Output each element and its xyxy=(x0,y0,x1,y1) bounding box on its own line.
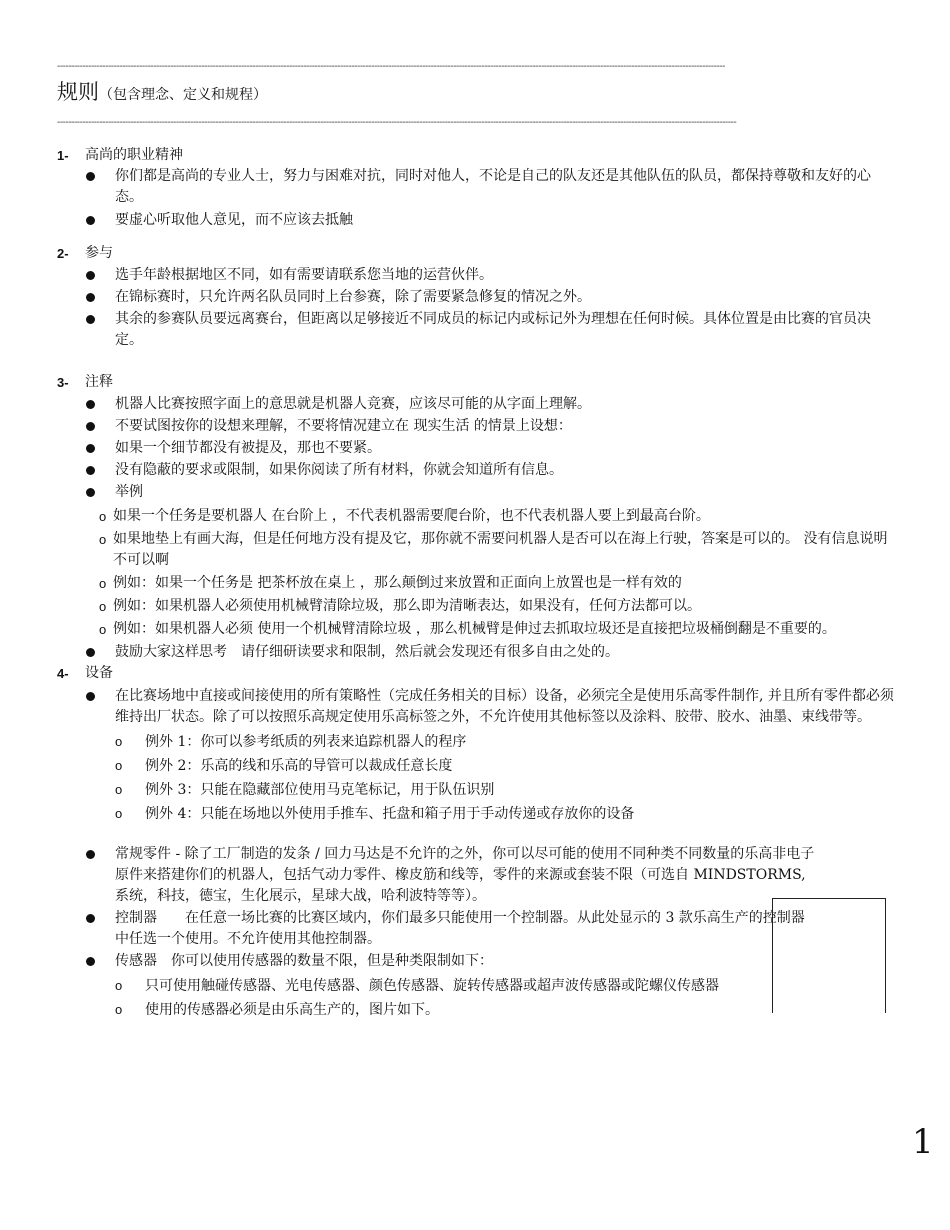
bullet-text: 选手年龄根据地区不同，如有需要请联系您当地的运营伙伴。 xyxy=(115,267,493,283)
bullet-item xyxy=(57,844,815,907)
bullet-text: 如果一个细节都没有被提及，那也不要紧。 xyxy=(115,440,381,456)
circle-bullet-icon: o xyxy=(115,1002,123,1017)
section-1 xyxy=(57,145,897,231)
circle-bullet-icon: o xyxy=(115,782,123,797)
section-header xyxy=(57,145,897,166)
bullet-text: 不要试图按你的设想来理解，不要将情况建立在 现实生活 的情景上设想： xyxy=(115,418,572,434)
exception-item xyxy=(57,778,897,802)
circle-bullet-icon: o xyxy=(99,599,107,614)
circle-bullet-icon: o xyxy=(115,734,123,749)
example-text: 例如：如果一个任务是 把茶杯放在桌上 ，那么颠倒过来放置和正面向上放置也是一样有效的 xyxy=(113,575,682,591)
example-text: 例如：如果机器人必须 使用一个机械臂清除垃圾 ，那么机械臂是伸过去抓取垃圾还是直接把垃圾桶倒翻是不重要的。 xyxy=(113,621,836,637)
example-item xyxy=(57,573,897,594)
bullet-item xyxy=(57,287,897,308)
example-item xyxy=(57,619,897,640)
section-3 xyxy=(57,372,897,663)
example-item xyxy=(57,506,897,527)
title-rule: ------------------------------------------------------------------------------------------------------------------------------------------------------------------------------------------------------------------------------------------------ xyxy=(57,118,737,128)
title-text: 规则 xyxy=(57,80,99,104)
example-text: 如果一个任务是要机器人 在台阶上 ，不代表机器需要爬台阶，也不代表机器人要上到最高台阶。 xyxy=(113,508,710,524)
bullet-item xyxy=(57,416,897,437)
bullet-item xyxy=(57,394,897,415)
top-rule: -------------------------------------------------------------------------------------------------------------------------------------------------------------------------------------------------------------------------------------------- xyxy=(57,62,725,72)
example-text: 例如：如果机器人必须使用机械臂清除垃圾，那么即为清晰表达，如果没有，任何方法都可以。 xyxy=(113,598,701,614)
page-number: 1 xyxy=(912,1122,934,1162)
section-number: 1- xyxy=(57,148,69,163)
bullet-text: 其余的参赛队员要远离赛台，但距离以足够接近不同成员的标记内或标记外为理想在任何时候。具体位置是由比赛的官员决定。 xyxy=(115,311,871,348)
bullet-text: 要虚心听取他人意见，而不应该去抵触 xyxy=(115,212,353,228)
bullet-text: 常规零件 - 除了工厂制造的发条 / 回力马达是不允许的之外，你可以尽可能的使用不同种类不同数量的乐高非电子原件来搭建你们的机器人，包括气动力零件、橡皮筋和线等，零件的来源或套装不限（可选自 MINDSTORMS, 系统，科技，德宝，生化展示，星球大战，哈利波特等等）。 xyxy=(115,846,815,904)
example-item xyxy=(57,529,897,571)
exception-text: 例外 3：只能在隐藏部位使用马克笔标记，用于队伍识别 xyxy=(145,782,495,798)
bullet-item xyxy=(57,908,815,950)
bullet-text: 鼓励大家这样思考 请仔细研读要求和限制，然后就会发现还有很多自由之处的。 xyxy=(115,644,619,660)
exception-item xyxy=(57,802,897,826)
circle-bullet-icon: o xyxy=(115,758,123,773)
section-number: 2- xyxy=(57,246,69,261)
controller-image-frame xyxy=(772,898,886,1013)
circle-bullet-icon: o xyxy=(115,806,123,821)
sensor-rule-text: 只可使用触碰传感器、光电传感器、颜色传感器、旋转传感器或超声波传感器或陀螺仪传感器 xyxy=(145,978,719,994)
section-title: 设备 xyxy=(85,665,113,681)
bullet-item xyxy=(57,265,897,286)
bullet-text: 在锦标赛时，只允许两名队员同时上台参赛，除了需要紧急修复的情况之外。 xyxy=(115,289,591,305)
exception-text: 例外 4：只能在场地以外使用手推车、托盘和箱子用于手动传递或存放你的设备 xyxy=(145,806,635,822)
bullet-item xyxy=(57,686,897,728)
subtitle-text: （包含理念、定义和规程） xyxy=(99,87,267,103)
exception-text: 例外 2：乐高的线和乐高的导管可以裁成任意长度 xyxy=(145,758,453,774)
bullet-item xyxy=(57,460,897,481)
circle-bullet-icon: o xyxy=(99,532,107,547)
example-item xyxy=(57,596,897,617)
bullet-item xyxy=(57,309,897,351)
bullet-item xyxy=(57,438,897,459)
document-title xyxy=(57,76,267,106)
circle-bullet-icon: o xyxy=(99,509,107,524)
bullet-item xyxy=(57,482,897,503)
section-title: 高尚的职业精神 xyxy=(85,147,183,163)
section-2 xyxy=(57,243,897,351)
section-header xyxy=(57,372,897,393)
bullet-item xyxy=(57,951,897,972)
bullet-text: 控制器 在任意一场比赛的比赛区域内，你们最多只能使用一个控制器。从此处显示的 3 款乐高生产的控制器中任选一个使用。不允许使用其他控制器。 xyxy=(115,910,805,947)
sensor-rule-text: 使用的传感器必须是由乐高生产的，图片如下。 xyxy=(145,1002,439,1018)
circle-bullet-icon: o xyxy=(99,576,107,591)
exception-item xyxy=(57,754,897,778)
exception-text: 例外 1：你可以参考纸质的列表来追踪机器人的程序 xyxy=(145,734,467,750)
section-4 xyxy=(57,663,897,1022)
exception-item xyxy=(57,730,897,754)
bullet-text: 你们都是高尚的专业人士，努力与困难对抗，同时对他人，不论是自己的队友还是其他队伍的队员，都保持尊敬和友好的心态。 xyxy=(115,168,871,205)
sensor-rule-item xyxy=(57,974,897,998)
sensor-rule-item xyxy=(57,998,897,1022)
section-title: 注释 xyxy=(85,374,113,390)
bullet-item xyxy=(57,210,897,231)
section-number: 4- xyxy=(57,666,69,681)
section-header xyxy=(57,663,897,684)
bullet-text: 举例 xyxy=(115,484,143,500)
bullet-item xyxy=(57,642,897,663)
circle-bullet-icon: o xyxy=(99,622,107,637)
rules-content xyxy=(57,145,897,1022)
example-text: 如果地垫上有画大海，但是任何地方没有提及它，那你就不需要问机器人是否可以在海上行驶，答案是可以的。 没有信息说明不可以啊 xyxy=(113,531,888,568)
circle-bullet-icon: o xyxy=(115,978,123,993)
section-number: 3- xyxy=(57,375,69,390)
section-header xyxy=(57,243,897,264)
bullet-text: 机器人比赛按照字面上的意思就是机器人竞赛，应该尽可能的从字面上理解。 xyxy=(115,396,591,412)
bullet-text: 在比赛场地中直接或间接使用的所有策略性（完成任务相关的目标）设备，必须完全是使用乐高零件制作, 并且所有零件都必须维持出厂状态。除了可以按照乐高规定使用乐高标签之外，不允许使用其他标签以及涂料、胶带、胶水、油墨、束线带等。 xyxy=(115,688,894,725)
bullet-text: 没有隐蔽的要求或限制，如果你阅读了所有材料，你就会知道所有信息。 xyxy=(115,462,563,478)
bullet-text: 传感器 你可以使用传感器的数量不限，但是种类限制如下： xyxy=(115,953,493,969)
section-title: 参与 xyxy=(85,245,113,261)
bullet-item xyxy=(57,166,897,208)
